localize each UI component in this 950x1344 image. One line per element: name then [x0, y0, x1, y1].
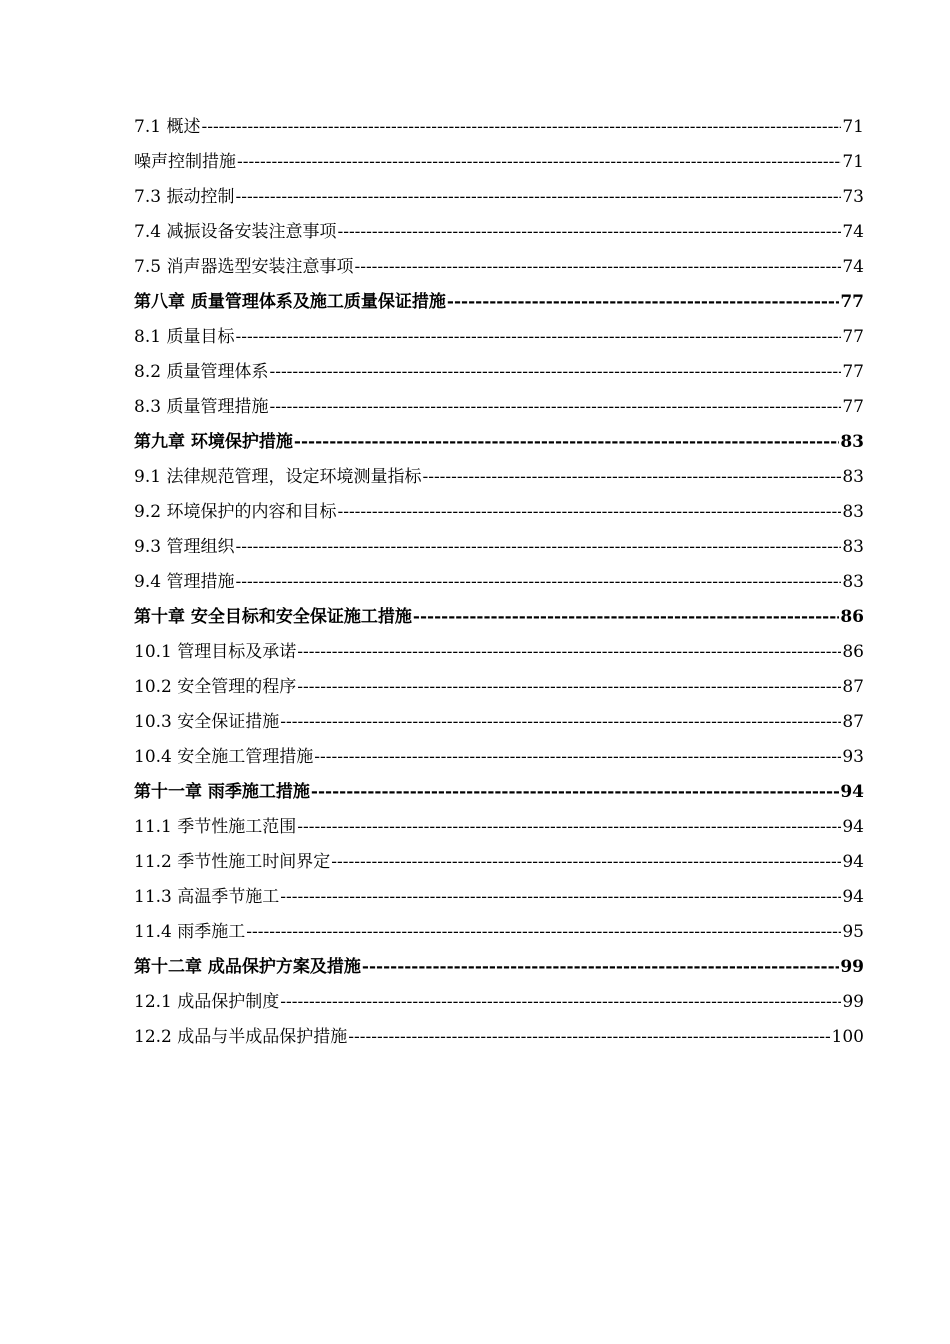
toc-dot-leader	[294, 425, 839, 460]
toc-entry-page-number: 77	[840, 292, 864, 312]
toc-dot-leader	[201, 110, 841, 145]
toc-entry-page-number: 86	[842, 642, 864, 662]
toc-dot-leader	[235, 530, 841, 565]
toc-entry-page-number: 77	[842, 362, 864, 382]
toc-entry-label: 9.4 管理措施	[134, 572, 235, 592]
toc-dot-leader	[362, 950, 839, 985]
toc-entry-page-number: 94	[842, 852, 864, 872]
toc-chapter-entry[interactable]	[134, 425, 864, 460]
toc-entry-label: 10.1 管理目标及承诺	[134, 642, 297, 662]
toc-chapter-entry[interactable]	[134, 285, 864, 320]
toc-entry-page-number: 83	[842, 467, 864, 487]
toc-chapter-entry[interactable]	[134, 950, 864, 985]
toc-dot-leader	[280, 985, 841, 1020]
toc-entry-label: 9.1 法律规范管理，设定环境测量指标	[134, 467, 422, 487]
toc-entry-page-number: 83	[842, 502, 864, 522]
toc-chapter-entry[interactable]	[134, 775, 864, 810]
toc-entry-label: 12.2 成品与半成品保护措施	[134, 1027, 348, 1047]
toc-entry-label: 第十章 安全目标和安全保证施工措施	[134, 607, 412, 627]
toc-dot-leader	[447, 285, 839, 320]
toc-entry-label: 10.2 安全管理的程序	[134, 677, 297, 697]
toc-entry-page-number: 83	[842, 572, 864, 592]
toc-section-entry[interactable]	[134, 320, 864, 355]
toc-section-entry[interactable]	[134, 110, 864, 145]
toc-dot-leader	[337, 215, 841, 250]
toc-section-entry[interactable]	[134, 180, 864, 215]
toc-entry-label: 第十一章 雨季施工措施	[134, 782, 310, 802]
toc-entry-page-number: 94	[842, 887, 864, 907]
toc-section-entry[interactable]	[134, 845, 864, 880]
toc-entry-label: 11.3 高温季节施工	[134, 887, 280, 907]
toc-entry-label: 8.3 质量管理措施	[134, 397, 269, 417]
toc-entry-label: 10.3 安全保证措施	[134, 712, 280, 732]
toc-entry-page-number: 86	[840, 607, 864, 627]
toc-dot-leader	[413, 600, 839, 635]
toc-section-entry[interactable]	[134, 670, 864, 705]
toc-entry-label: 12.1 成品保护制度	[134, 992, 280, 1012]
toc-section-entry[interactable]	[134, 460, 864, 495]
toc-entry-page-number: 73	[842, 187, 864, 207]
toc-section-entry[interactable]	[134, 915, 864, 950]
toc-section-entry[interactable]	[134, 1020, 864, 1055]
toc-entry-page-number: 87	[842, 712, 864, 732]
toc-entry-label: 7.3 振动控制	[134, 187, 235, 207]
toc-section-entry[interactable]	[134, 635, 864, 670]
toc-entry-page-number: 71	[842, 152, 864, 172]
toc-dot-leader	[297, 670, 841, 705]
toc-entry-page-number: 100	[831, 1027, 864, 1047]
toc-section-entry[interactable]	[134, 565, 864, 600]
toc-entry-label: 9.2 环境保护的内容和目标	[134, 502, 337, 522]
toc-section-entry[interactable]	[134, 390, 864, 425]
toc-entry-page-number: 99	[842, 992, 864, 1012]
toc-section-entry[interactable]	[134, 145, 864, 180]
toc-entry-page-number: 93	[842, 747, 864, 767]
toc-dot-leader	[235, 180, 841, 215]
toc-entry-label: 第十二章 成品保护方案及措施	[134, 957, 361, 977]
toc-dot-leader	[235, 565, 841, 600]
toc-dot-leader	[337, 495, 841, 530]
toc-entry-label: 11.2 季节性施工时间界定	[134, 852, 331, 872]
toc-entry-label: 8.2 质量管理体系	[134, 362, 269, 382]
toc-section-entry[interactable]	[134, 355, 864, 390]
toc-section-entry[interactable]	[134, 215, 864, 250]
toc-entry-page-number: 71	[842, 117, 864, 137]
toc-dot-leader	[237, 145, 841, 180]
toc-dot-leader	[235, 320, 841, 355]
toc-dot-leader	[297, 635, 841, 670]
toc-dot-leader	[280, 880, 841, 915]
toc-dot-leader	[269, 355, 841, 390]
toc-entry-label: 10.4 安全施工管理措施	[134, 747, 314, 767]
toc-entry-page-number: 94	[840, 782, 864, 802]
toc-dot-leader	[311, 775, 839, 810]
toc-section-entry[interactable]	[134, 250, 864, 285]
toc-dot-leader	[246, 915, 841, 950]
toc-entry-page-number: 83	[840, 432, 864, 452]
toc-section-entry[interactable]	[134, 740, 864, 775]
toc-entry-label: 第九章 环境保护措施	[134, 432, 293, 452]
toc-entry-page-number: 77	[842, 327, 864, 347]
toc-entry-page-number: 74	[842, 257, 864, 277]
toc-entry-label: 11.4 雨季施工	[134, 922, 246, 942]
toc-dot-leader	[297, 810, 841, 845]
toc-dot-leader	[348, 1020, 830, 1055]
toc-dot-leader	[280, 705, 841, 740]
toc-entry-label: 第八章 质量管理体系及施工质量保证措施	[134, 292, 446, 312]
toc-dot-leader	[422, 460, 841, 495]
toc-entry-label: 7.4 减振设备安装注意事项	[134, 222, 337, 242]
toc-entry-page-number: 95	[842, 922, 864, 942]
table-of-contents	[134, 110, 864, 1055]
toc-dot-leader	[331, 845, 841, 880]
toc-entry-label: 11.1 季节性施工范围	[134, 817, 297, 837]
toc-section-entry[interactable]	[134, 880, 864, 915]
toc-section-entry[interactable]	[134, 495, 864, 530]
toc-entry-label: 噪声控制措施	[134, 152, 236, 172]
toc-entry-label: 7.5 消声器选型安装注意事项	[134, 257, 354, 277]
toc-entry-label: 7.1 概述	[134, 117, 201, 137]
toc-entry-page-number: 87	[842, 677, 864, 697]
toc-entry-label: 9.3 管理组织	[134, 537, 235, 557]
toc-section-entry[interactable]	[134, 705, 864, 740]
toc-entry-page-number: 74	[842, 222, 864, 242]
toc-dot-leader	[314, 740, 841, 775]
toc-section-entry[interactable]	[134, 810, 864, 845]
toc-dot-leader	[354, 250, 841, 285]
toc-chapter-entry[interactable]	[134, 600, 864, 635]
toc-dot-leader	[269, 390, 841, 425]
toc-entry-page-number: 83	[842, 537, 864, 557]
toc-entry-page-number: 99	[840, 957, 864, 977]
toc-section-entry[interactable]	[134, 985, 864, 1020]
toc-entry-page-number: 94	[842, 817, 864, 837]
toc-entry-page-number: 77	[842, 397, 864, 417]
toc-section-entry[interactable]	[134, 530, 864, 565]
toc-entry-label: 8.1 质量目标	[134, 327, 235, 347]
